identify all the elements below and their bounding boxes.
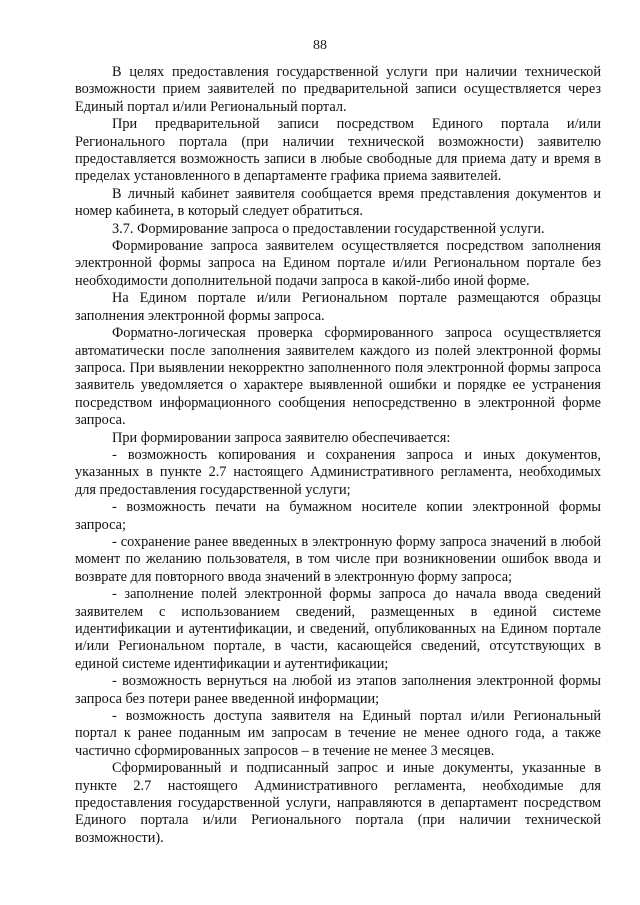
- list-item: - возможность копирования и сохранения запроса и иных документов, указанных в пункте 2.7 настоящего Административного регламента, необходимых для предоставления государственной услуги;: [75, 446, 601, 498]
- paragraph: При предварительной записи посредством Единого портала и/или Регионального портала (при наличии технической возможности) заявителю предоставляется возможность записи в любые свободные для приема дату и время в пределах установленного в департаменте графика приема заявителей.: [75, 116, 601, 185]
- list-item: - возможность вернуться на любой из этапов заполнения электронной формы запроса без потери ранее введенной информации;: [75, 673, 601, 707]
- list-item: - сохранение ранее введенных в электронную форму запроса значений в любой момент по желанию пользователя, в том числе при возникновении ошибок ввода и возврате для повторного ввода значений в электронную форму запроса;: [75, 533, 601, 585]
- list-item: - заполнение полей электронной формы запроса до начала ввода сведений заявителем с использованием сведений, размещенных в единой системе идентификации и аутентификации, и сведений, опубликованных на Едином портале и/или Региональном портале, в части, касающейся сведений, отсутствующих в единой системе идентификации и аутентификации;: [75, 586, 601, 672]
- page-number: 88: [313, 38, 327, 53]
- document-body: [75, 64, 601, 847]
- paragraph: На Едином портале и/или Региональном портале размещаются образцы заполнения электронной формы запроса.: [75, 290, 601, 324]
- paragraph: Формирование запроса заявителем осуществляется посредством заполнения электронной формы запроса на Едином портале и/или Региональном портале без необходимости дополнительной подачи запроса в какой-либо иной форме.: [75, 238, 601, 289]
- paragraph: Форматно-логическая проверка сформированного запроса осуществляется автоматически после заполнения заявителем каждого из полей электронной формы запроса. При выявлении некорректно заполненного поля электронной формы запроса заявитель уведомляется о характере выявленной ошибки и порядке ее устранения посредством информационного сообщения непосредственно в электронной форме запроса.: [75, 325, 601, 429]
- paragraph: В личный кабинет заявителя сообщается время представления документов и номер кабинета, в который следует обратиться.: [75, 185, 601, 220]
- paragraph: В целях предоставления государственной услуги при наличии технической возможности прием заявителей по предварительной записи осуществляется через Единый портал и/или Региональный портал.: [75, 64, 601, 115]
- list-item: - возможность доступа заявителя на Единый портал и/или Региональный портал к ранее поданным им запросам в течение не менее одного года, а также частично сформированных запросов – в течение не менее 3 месяцев.: [75, 708, 601, 759]
- paragraph: При формировании запроса заявителю обеспечивается:: [112, 429, 451, 446]
- paragraph: Сформированный и подписанный запрос и иные документы, указанные в пункте 2.7 настоящего Административного регламента, необходимые для предоставления государственной услуги, направляются в департамент посредством Единого портала и/или Регионального портала (при наличии технической возможности).: [75, 760, 601, 846]
- section-heading: 3.7. Формирование запроса о предоставлении государственной услуги.: [112, 220, 545, 237]
- list-item: - возможность печати на бумажном носителе копии электронной формы запроса;: [75, 499, 601, 533]
